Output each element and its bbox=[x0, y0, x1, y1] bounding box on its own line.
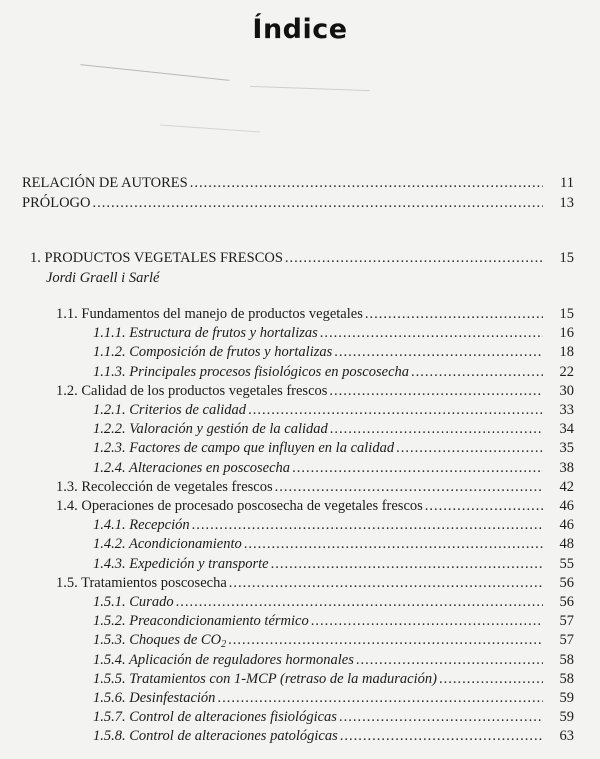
toc-entry-label bbox=[93, 650, 354, 670]
toc-entry-label: RELACIÓN DE AUTORES bbox=[22, 175, 188, 191]
dot-leader bbox=[340, 726, 543, 746]
toc-entry-subsection[interactable] bbox=[93, 323, 574, 343]
dot-leader bbox=[228, 630, 543, 650]
toc-entry-label bbox=[93, 419, 328, 439]
toc-entry-label-text: 1.1. Fundamentos del manejo de productos vegetales bbox=[56, 306, 363, 322]
toc-entry-label bbox=[93, 554, 269, 574]
toc-entry-label bbox=[93, 400, 246, 420]
toc-page-number: 11 bbox=[560, 175, 574, 191]
toc-page-number: 42 bbox=[559, 478, 574, 495]
toc-entry-label-text: 1.4.2. Acondicionamiento bbox=[93, 536, 242, 553]
toc-entry-subsection[interactable] bbox=[93, 669, 574, 689]
toc-entry-subsection[interactable] bbox=[93, 554, 574, 574]
toc-page-number: 16 bbox=[559, 325, 574, 342]
toc-entry-label-text: 1.4.3. Expedición y transporte bbox=[93, 555, 269, 572]
toc-entry-label bbox=[93, 438, 394, 458]
dot-leader bbox=[285, 248, 543, 268]
toc-entry-label bbox=[93, 458, 290, 478]
toc-page-number: 59 bbox=[559, 690, 574, 706]
toc-entry-label bbox=[93, 342, 332, 362]
toc-page-number: 56 bbox=[559, 594, 574, 610]
dot-leader bbox=[425, 496, 543, 516]
toc-entry-label-text: 1.2.1. Criterios de calidad bbox=[93, 402, 247, 418]
toc-entry-label-text: 1.5.7. Control de alteraciones fisiológicas bbox=[93, 709, 337, 726]
toc-page-number: 55 bbox=[559, 555, 574, 572]
dot-leader bbox=[411, 362, 543, 382]
dot-leader bbox=[275, 477, 543, 497]
toc-entry-front[interactable] bbox=[22, 173, 574, 193]
dot-leader bbox=[244, 534, 543, 554]
toc-entry-label-text: 1.2.2. Valoración y gestión de la calidad bbox=[93, 421, 328, 438]
dot-leader bbox=[217, 688, 543, 708]
toc-page-number: 15 bbox=[559, 250, 574, 266]
toc-entry-label-text: 1.5.5. Tratamientos con 1-MCP (retraso de la maduración) bbox=[93, 670, 437, 687]
toc-entry-label-text: 1.5.2. Preacondicionamiento térmico bbox=[93, 613, 309, 630]
toc-entry-label-text: 1.1.3. Principales procesos fisiológicos en poscosecha bbox=[93, 363, 410, 380]
toc-entry-label bbox=[93, 323, 318, 343]
toc-entry-label bbox=[93, 534, 242, 554]
toc-page-number: 63 bbox=[559, 728, 574, 745]
toc-entry-label-text: 1.1.1. Estructura de frutos y hortalizas bbox=[93, 325, 318, 342]
toc-entry-label bbox=[93, 726, 338, 746]
toc-entry-subsection[interactable] bbox=[93, 534, 574, 554]
toc-page-number: 22 bbox=[559, 363, 574, 380]
dot-leader bbox=[176, 592, 543, 612]
dot-leader bbox=[439, 669, 543, 689]
toc-page-number: 35 bbox=[559, 440, 574, 457]
toc-entry-section[interactable] bbox=[56, 477, 574, 497]
toc-entry-subsection[interactable] bbox=[93, 400, 574, 420]
toc-page-number: 57 bbox=[559, 613, 574, 630]
toc-page-number: 13 bbox=[559, 195, 574, 211]
toc-page-number: 59 bbox=[559, 709, 574, 726]
toc-entry-front[interactable] bbox=[22, 193, 574, 213]
toc-entry-subsection[interactable] bbox=[93, 611, 574, 631]
toc-entry-label bbox=[56, 573, 227, 593]
toc-page-number: 57 bbox=[559, 632, 574, 649]
dot-leader bbox=[396, 438, 543, 458]
toc-entry-subsection[interactable] bbox=[93, 592, 574, 612]
toc-entry-subsection[interactable] bbox=[93, 419, 574, 439]
toc-page-number: 48 bbox=[559, 536, 574, 553]
dot-leader bbox=[320, 323, 543, 343]
toc-entry-label bbox=[56, 304, 363, 324]
toc-entry-label bbox=[93, 515, 190, 535]
toc-entry-subsection[interactable] bbox=[93, 342, 574, 362]
page-title: Índice bbox=[252, 14, 348, 45]
toc-entry-section[interactable] bbox=[56, 573, 574, 593]
toc-entry-label-text: 1.1.2. Composición de frutos y hortalizas bbox=[93, 344, 333, 361]
toc-page-number: 15 bbox=[559, 306, 574, 322]
toc-page-number: 38 bbox=[559, 459, 574, 476]
dot-leader bbox=[271, 554, 543, 574]
dot-leader bbox=[292, 458, 543, 478]
toc-entry-subsection[interactable] bbox=[93, 688, 574, 708]
toc-entry-chapter[interactable] bbox=[30, 248, 574, 268]
toc-entry-section[interactable] bbox=[56, 304, 574, 324]
chapter-author: Jordi Graell i Sarlé bbox=[46, 270, 160, 286]
toc-entry-subsection[interactable] bbox=[93, 362, 574, 382]
dot-leader bbox=[229, 573, 543, 593]
toc-entry-subsection[interactable] bbox=[93, 458, 574, 478]
toc-entry-label-text: 1.4.1. Recepción bbox=[93, 517, 190, 534]
toc-entry-label bbox=[56, 496, 423, 516]
toc-entry-label-text: 1.4. Operaciones de procesado poscosecha de vegetales frescos bbox=[56, 498, 423, 514]
toc-entry-subsection[interactable] bbox=[93, 438, 574, 458]
dot-leader bbox=[311, 611, 543, 631]
toc-entry-label bbox=[56, 381, 327, 401]
toc-entry-label-text: 1.5. Tratamientos poscosecha bbox=[56, 574, 227, 591]
dot-leader bbox=[192, 515, 543, 535]
toc-entry-label-text: 1.2. Calidad de los productos vegetales frescos bbox=[56, 382, 328, 399]
toc-page-number: 46 bbox=[559, 498, 574, 514]
toc-entry-subsection[interactable] bbox=[93, 515, 574, 535]
toc-page-number: 33 bbox=[559, 402, 574, 418]
subscript: 2 bbox=[221, 639, 227, 651]
dot-leader bbox=[330, 419, 543, 439]
toc-entry-label-text: 1.5.6. Desinfestación bbox=[93, 690, 216, 706]
dot-leader bbox=[329, 381, 543, 401]
toc-entry-label-text: 1.5.1. Curado bbox=[93, 594, 174, 610]
toc-entry-label bbox=[56, 477, 273, 497]
toc-entry-label bbox=[93, 669, 437, 689]
toc-entry-label-text: 1.2.3. Factores de campo que influyen en la calidad bbox=[93, 440, 395, 457]
dot-leader bbox=[190, 173, 543, 193]
toc-entry-label-text: 1.2.4. Alteraciones en poscosecha bbox=[93, 459, 291, 476]
toc-entry-subsection[interactable] bbox=[93, 630, 574, 650]
toc-entry-label-text: 1.3. Recolección de vegetales frescos bbox=[56, 478, 273, 495]
toc-entry-section[interactable] bbox=[56, 381, 574, 401]
toc-page-number: 30 bbox=[559, 382, 574, 399]
toc-entry-subsection[interactable] bbox=[93, 650, 574, 670]
toc-entry-label-text: 1.5.3. Choques de CO bbox=[93, 632, 222, 649]
toc-entry-label bbox=[93, 688, 215, 708]
toc-entry-label-text: 1.5.4. Aplicación de reguladores hormonales bbox=[93, 651, 354, 668]
toc-entry-label bbox=[93, 611, 309, 631]
toc-entry-label bbox=[93, 362, 409, 382]
toc-page-number: 46 bbox=[559, 517, 574, 534]
toc-page-number: 18 bbox=[559, 344, 574, 361]
toc-entry-label bbox=[93, 592, 174, 612]
dot-leader bbox=[248, 400, 543, 420]
dot-leader bbox=[339, 707, 543, 727]
toc-page-number: 56 bbox=[559, 574, 574, 591]
dot-leader bbox=[334, 342, 543, 362]
toc-entry-label: 1. PRODUCTOS VEGETALES FRESCOS bbox=[30, 250, 283, 266]
dot-leader bbox=[92, 193, 543, 213]
toc-page-number: 58 bbox=[559, 651, 574, 668]
toc-entry-section[interactable] bbox=[56, 496, 574, 516]
toc-page-number: 34 bbox=[559, 421, 574, 438]
toc-entry-label-text: 1.5.8. Control de alteraciones patológicas bbox=[93, 728, 338, 745]
dot-leader bbox=[356, 650, 543, 670]
dot-leader bbox=[365, 304, 543, 324]
toc-entry-label bbox=[93, 707, 337, 727]
toc-entry-subsection[interactable] bbox=[93, 726, 574, 746]
toc-entry-label: PRÓLOGO bbox=[22, 195, 91, 211]
toc-page-number: 58 bbox=[559, 670, 574, 687]
toc-entry-subsection[interactable] bbox=[93, 707, 574, 727]
